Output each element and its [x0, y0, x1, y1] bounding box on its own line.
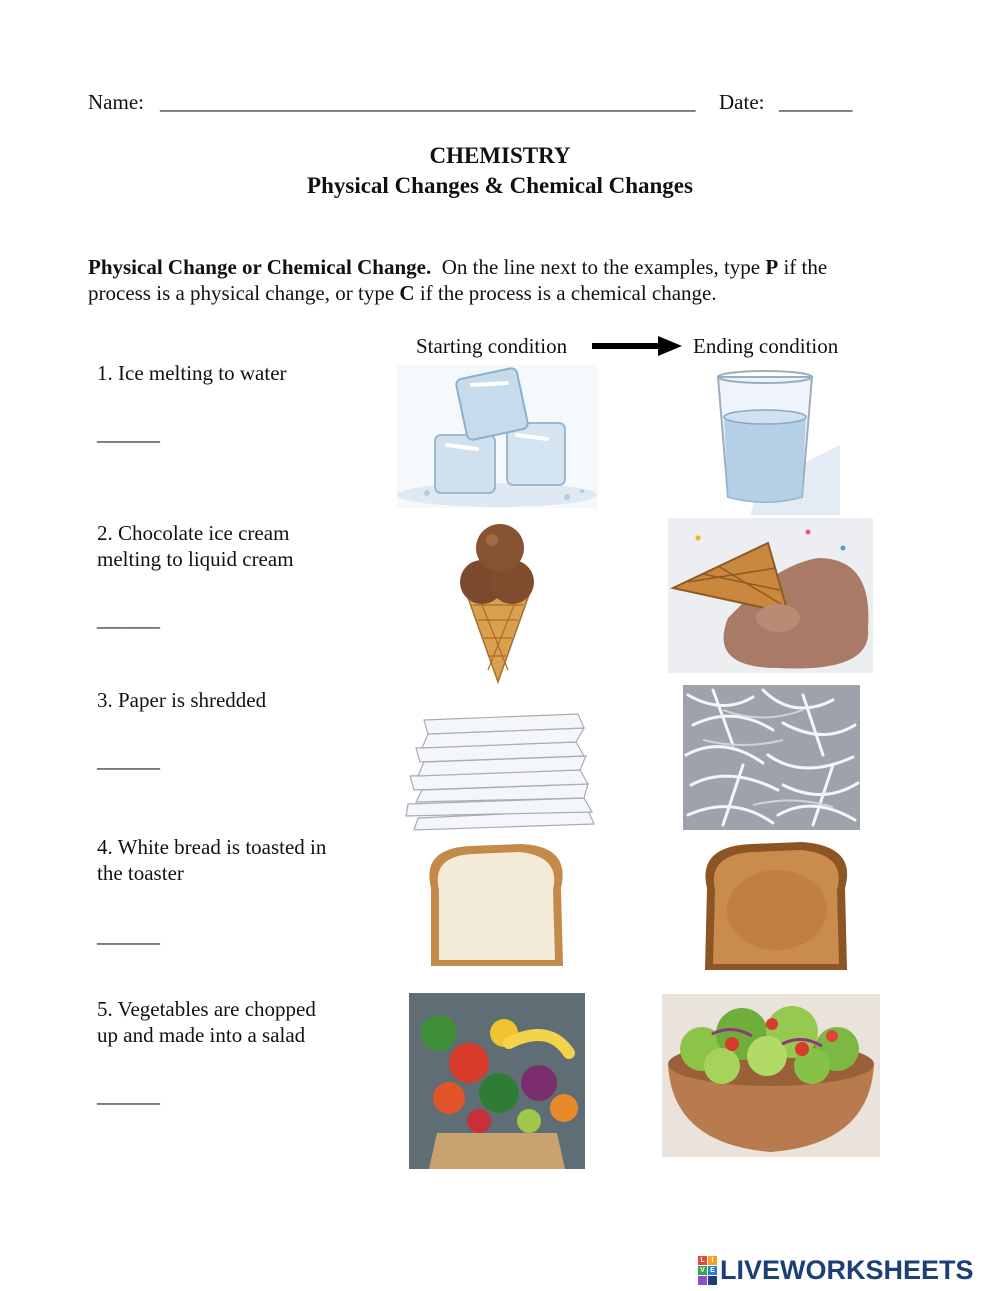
- name-line: ___________________________________________________: [160, 90, 696, 114]
- date-label: Date:: [719, 90, 765, 114]
- melted-ice-cream-icon: [668, 518, 873, 673]
- instructions-line-1: [88, 254, 827, 280]
- item-4-answer-blank[interactable]: ______: [97, 923, 160, 947]
- instructions-p-letter: P: [765, 255, 779, 279]
- instructions-text-4: if the process is a chemical change.: [419, 281, 717, 305]
- name-label: Name:: [88, 90, 144, 114]
- logo-tile-l: L: [698, 1256, 707, 1265]
- title-chemistry: CHEMISTRY: [429, 143, 571, 168]
- logo-text: LIVEWORKSHEETS: [720, 1254, 974, 1285]
- instructions-line-2: [88, 280, 717, 306]
- salad-bowl-icon: [662, 994, 880, 1157]
- ice-cubes-icon: [397, 365, 598, 508]
- instructions-c-letter: C: [399, 281, 415, 305]
- item-4-text-line-2: the toaster: [97, 861, 184, 885]
- item-2-answer-blank[interactable]: ______: [97, 607, 160, 631]
- instructions-text-2: if the: [783, 255, 828, 279]
- logo-tile-blank-2: [708, 1276, 717, 1285]
- item-5-answer-blank[interactable]: ______: [97, 1083, 160, 1107]
- liveworksheets-logo: [698, 1254, 974, 1286]
- logo-tile-blank-1: [698, 1276, 707, 1285]
- item-2-text-line-2: melting to liquid cream: [97, 547, 294, 571]
- arrow-right-icon: [592, 336, 682, 356]
- logo-tile-v: V: [698, 1266, 707, 1275]
- item-5-text-line-2: up and made into a salad: [97, 1023, 306, 1047]
- instructions-text-1: On the line next to the examples, type: [441, 255, 761, 279]
- glass-of-water-icon: [700, 365, 840, 515]
- item-3-text: 3. Paper is shredded: [97, 688, 267, 712]
- paper-stack-icon: [388, 706, 606, 832]
- instructions-lead: Physical Change or Chemical Change.: [88, 255, 432, 279]
- item-1-text: 1. Ice melting to water: [97, 361, 287, 385]
- vegetables-bag-icon: [409, 993, 585, 1169]
- toast-slice-icon: [697, 838, 857, 978]
- item-3-answer-blank[interactable]: ______: [97, 748, 160, 772]
- shredded-paper-icon: [683, 685, 860, 830]
- starting-condition-label: Starting condition: [416, 334, 568, 358]
- item-4-text: 4. White bread is toasted in: [97, 835, 327, 859]
- item-2-text: 2. Chocolate ice cream: [97, 521, 290, 545]
- ice-cream-cone-icon: [448, 520, 548, 685]
- item-1-answer-blank[interactable]: ______: [97, 421, 160, 445]
- ending-condition-label: Ending condition: [693, 334, 839, 358]
- item-5-text: 5. Vegetables are chopped: [97, 997, 316, 1021]
- logo-tile-i: I: [708, 1256, 717, 1265]
- date-line: _______: [779, 90, 853, 114]
- title-subtitle: Physical Changes & Chemical Changes: [307, 173, 693, 198]
- logo-tile-e: E: [708, 1266, 717, 1275]
- instructions-text-3: process is a physical change, or type: [88, 281, 395, 305]
- logo-grid-icon: [698, 1256, 717, 1285]
- bread-slice-icon: [421, 838, 571, 973]
